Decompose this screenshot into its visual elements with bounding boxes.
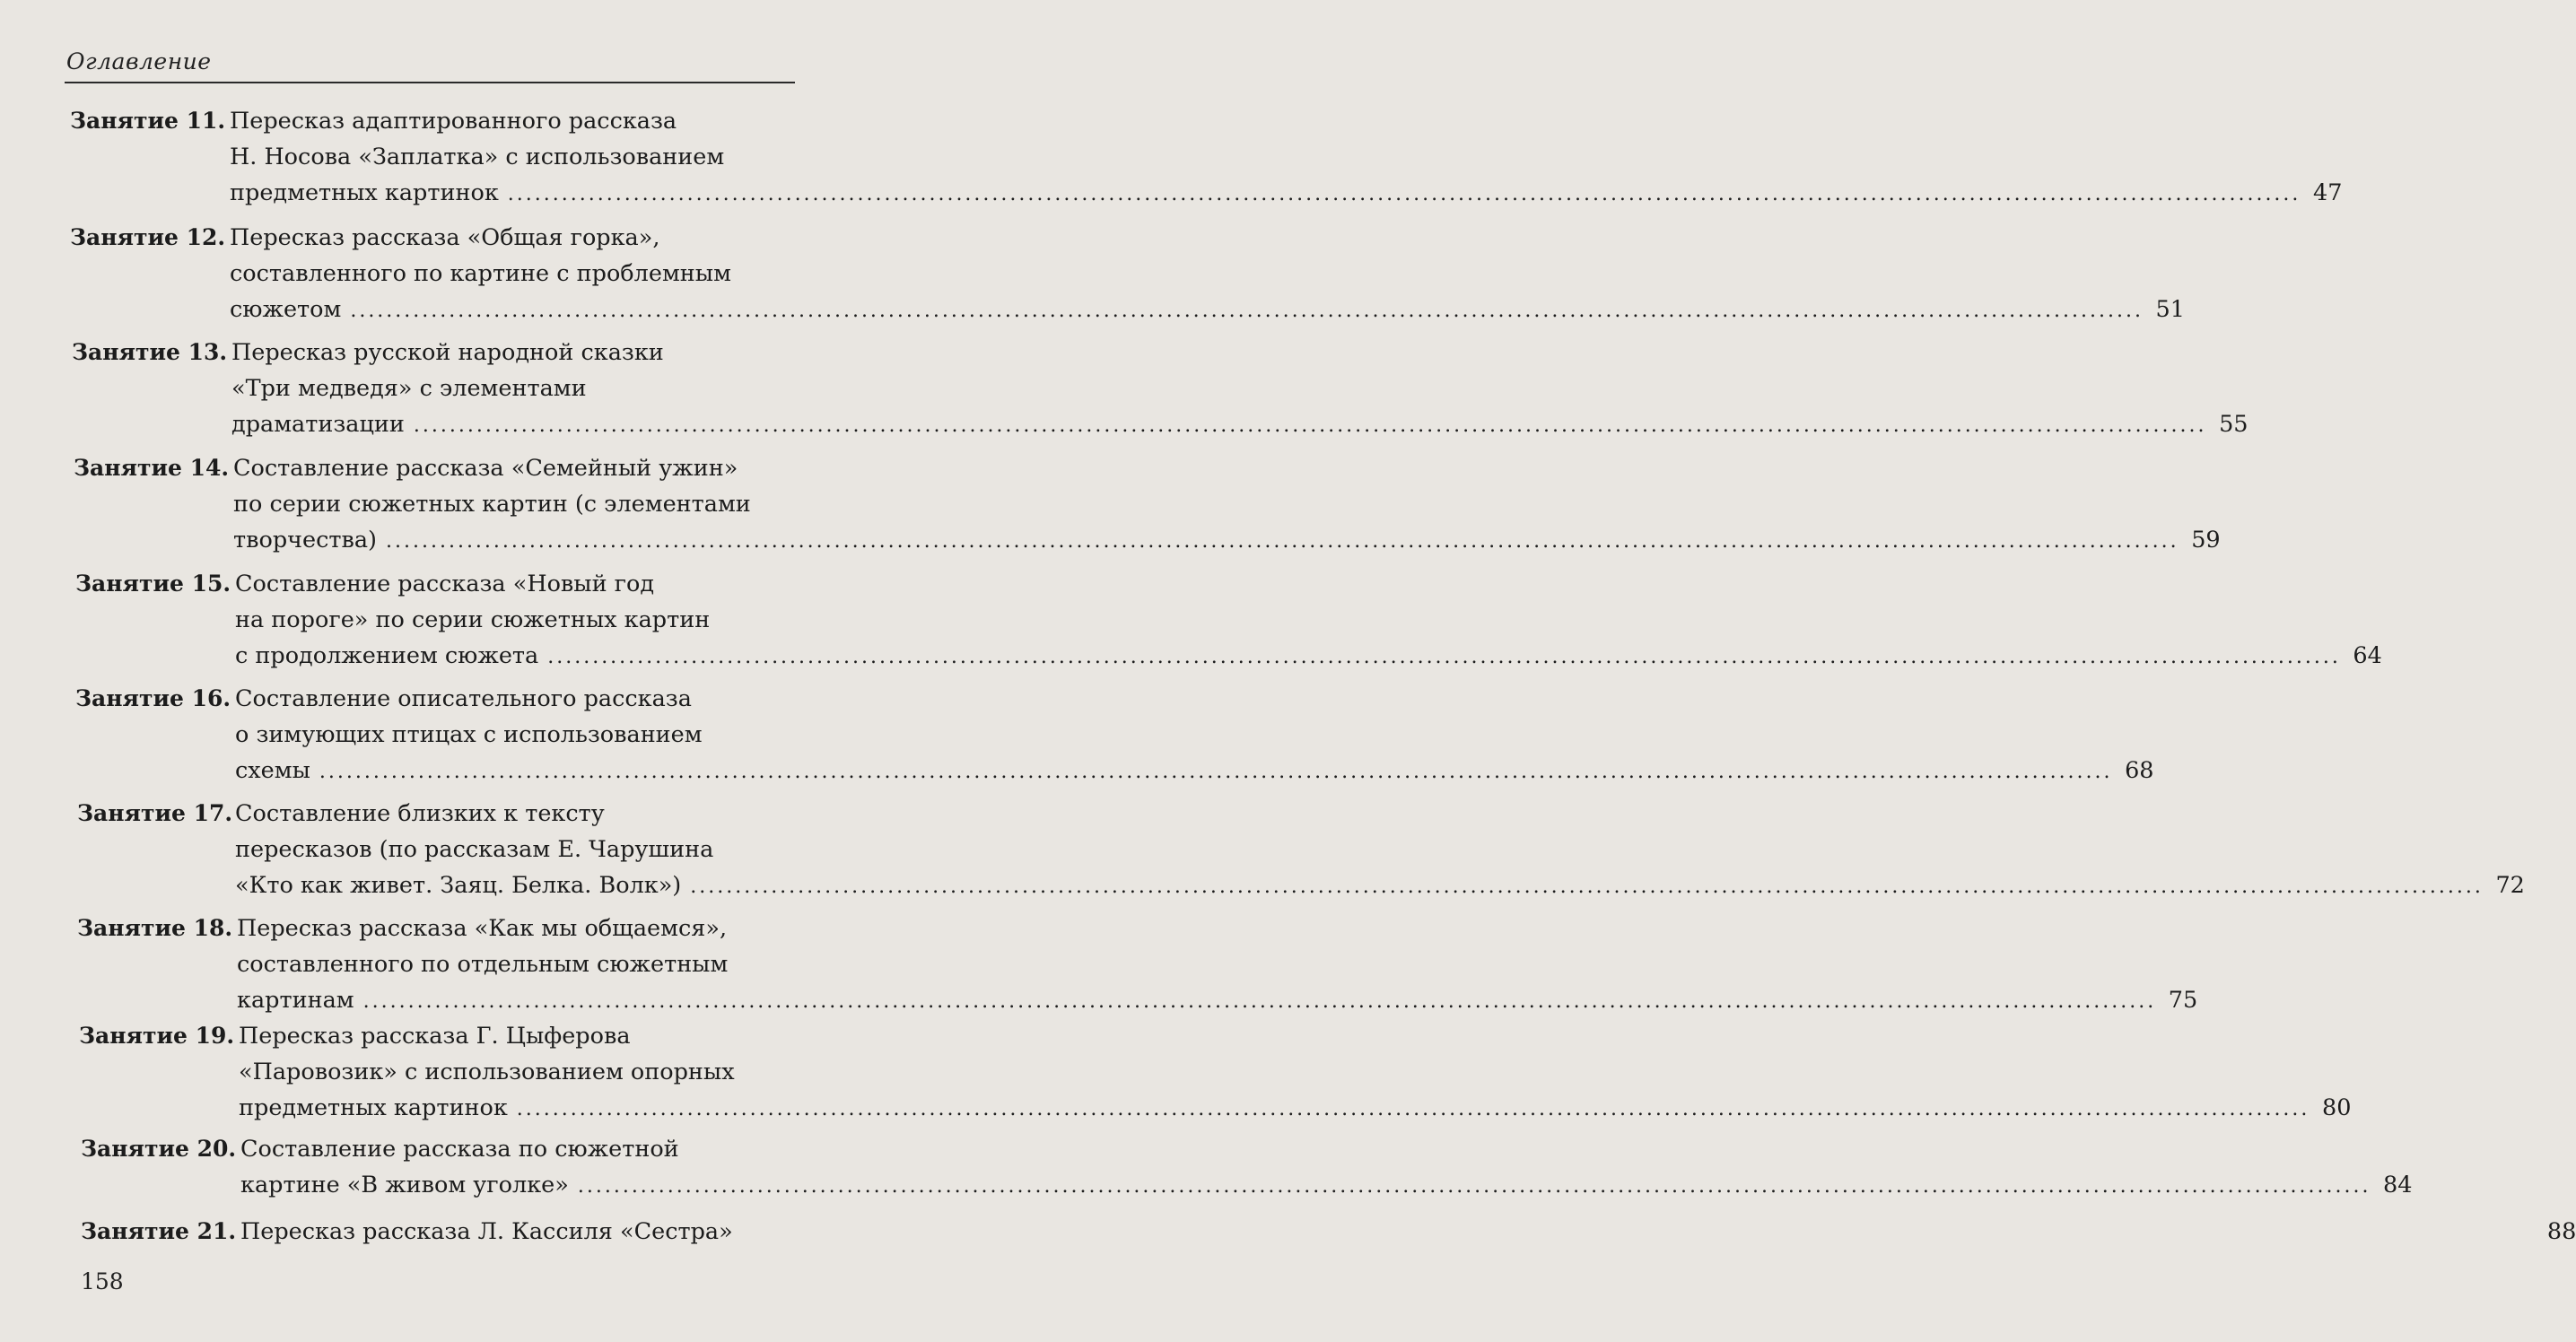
entry-page-number: 68 — [2125, 757, 2154, 784]
dot-leader: ........................................................................................................................................................................................................ — [386, 530, 2179, 553]
entry-title-line: на пороге» по серии сюжетных картин — [235, 606, 711, 633]
entry-title-line: составленного по отдельным сюжетным — [237, 951, 729, 978]
entry-title-line: Пересказ рассказа Г. Цыферова — [239, 1023, 631, 1050]
entry-title-line: Пересказ рассказа «Общая горка», — [230, 224, 660, 251]
entry-page-number: 88 — [2546, 1218, 2576, 1245]
lesson-label: Занятие 12. — [70, 224, 226, 250]
entry-title-last: картине «В живом уголке» — [240, 1172, 569, 1198]
lesson-label: Занятие 17. — [77, 800, 233, 826]
entry-page-number: 47 — [2312, 179, 2343, 206]
lesson-label: Занятие 20. — [81, 1136, 237, 1162]
entry-title-line: Пересказ русской народной сказки — [231, 339, 664, 366]
lesson-label: Занятие 11. — [70, 108, 226, 134]
entry-title-last: предметных картинок — [239, 1094, 508, 1121]
entry-title-line: по серии сюжетных картин (с элементами — [233, 491, 751, 518]
entry-title-last: сюжетом — [230, 296, 342, 323]
entry-title-line: составленного по картине с проблемным — [230, 260, 731, 287]
lesson-label: Занятие 15. — [75, 571, 231, 597]
entry-title-line: «Паровозик» с использованием опорных — [239, 1059, 735, 1085]
entry-page-number: 75 — [2168, 987, 2198, 1014]
entry-title-line: Составление рассказа по сюжетной — [240, 1136, 679, 1163]
entry-page-number: 55 — [2219, 411, 2249, 438]
entry-last-line — [240, 1218, 2576, 1245]
entry-title-line: Н. Носова «Заплатка» с использованием — [230, 144, 725, 170]
entry-title-last: Пересказ рассказа Л. Кассиля «Сестра» — [240, 1218, 733, 1245]
lesson-label: Занятие 21. — [81, 1218, 237, 1244]
entry-title-last: драматизации — [231, 411, 405, 438]
entry-page-number: 64 — [2353, 642, 2382, 669]
entry-title-line: Составление близких к тексту — [235, 800, 605, 827]
entry-page-number: 84 — [2383, 1172, 2413, 1198]
entry-last-line — [240, 1172, 2413, 1198]
entry-last-line — [235, 757, 2154, 784]
entry-last-line — [237, 987, 2198, 1014]
dot-leader: ........................................................................................................................................................................................................ — [577, 1175, 2371, 1198]
dot-leader: ........................................................................................................................................................................................................ — [547, 646, 2341, 668]
entry-title-line: Пересказ рассказа «Как мы общаемся», — [237, 915, 728, 942]
entry-title-line: Пересказ адаптированного рассказа — [230, 108, 677, 135]
entry-last-line — [235, 872, 2525, 899]
entry-title-last: с продолжением сюжета — [235, 642, 539, 669]
entry-title-line: Составление рассказа «Новый год — [235, 571, 655, 597]
lesson-label: Занятие 14. — [74, 455, 230, 481]
entry-page-number: 51 — [2155, 296, 2185, 323]
dot-leader: ........................................................................................................................................................................................................ — [507, 183, 2301, 205]
entry-last-line — [231, 411, 2249, 438]
entry-title-line: «Три медведя» с элементами — [231, 375, 587, 402]
lesson-label: Занятие 19. — [79, 1023, 235, 1049]
lesson-label: Занятие 13. — [72, 339, 228, 365]
header-rule — [65, 82, 795, 83]
entry-title-line: Составление описательного рассказа — [235, 685, 692, 712]
entry-last-line — [230, 296, 2185, 323]
running-header: Оглавление — [66, 48, 212, 74]
lesson-label: Занятие 18. — [77, 915, 233, 941]
entry-title-line: пересказов (по рассказам Е. Чарушина — [235, 836, 714, 863]
dot-leader: ........................................................................................................................................................................................................ — [413, 414, 2207, 437]
entry-title-last: схемы — [235, 757, 310, 784]
entry-title-last: творчества) — [233, 527, 377, 553]
dot-leader: ........................................................................................................................................................................................................ — [362, 990, 2157, 1013]
entry-last-line — [235, 642, 2382, 669]
entry-page-number: 59 — [2191, 527, 2221, 553]
entry-title-line: о зимующих птицах с использованием — [235, 721, 703, 748]
entry-title-last: предметных картинок — [230, 179, 499, 206]
entry-last-line — [230, 179, 2343, 206]
entry-page-number: 72 — [2495, 872, 2525, 899]
entry-last-line — [233, 527, 2221, 553]
entry-last-line — [239, 1094, 2352, 1121]
dot-leader: ........................................................................................................................................................................................................ — [350, 300, 2144, 322]
entry-title-last: «Кто как живет. Заяц. Белка. Волк») — [235, 872, 682, 899]
entry-title-line: Составление рассказа «Семейный ужин» — [233, 455, 738, 482]
dot-leader: ........................................................................................................................................................................................................ — [690, 876, 2484, 898]
entry-page-number: 80 — [2321, 1094, 2352, 1121]
page-number: 158 — [81, 1268, 124, 1294]
lesson-label: Занятие 16. — [75, 685, 231, 711]
entry-title-last: картинам — [237, 987, 354, 1014]
dot-leader: ........................................................................................................................................................................................................ — [319, 761, 2113, 783]
dot-leader: ........................................................................................................................................................................................................ — [516, 1098, 2310, 1120]
